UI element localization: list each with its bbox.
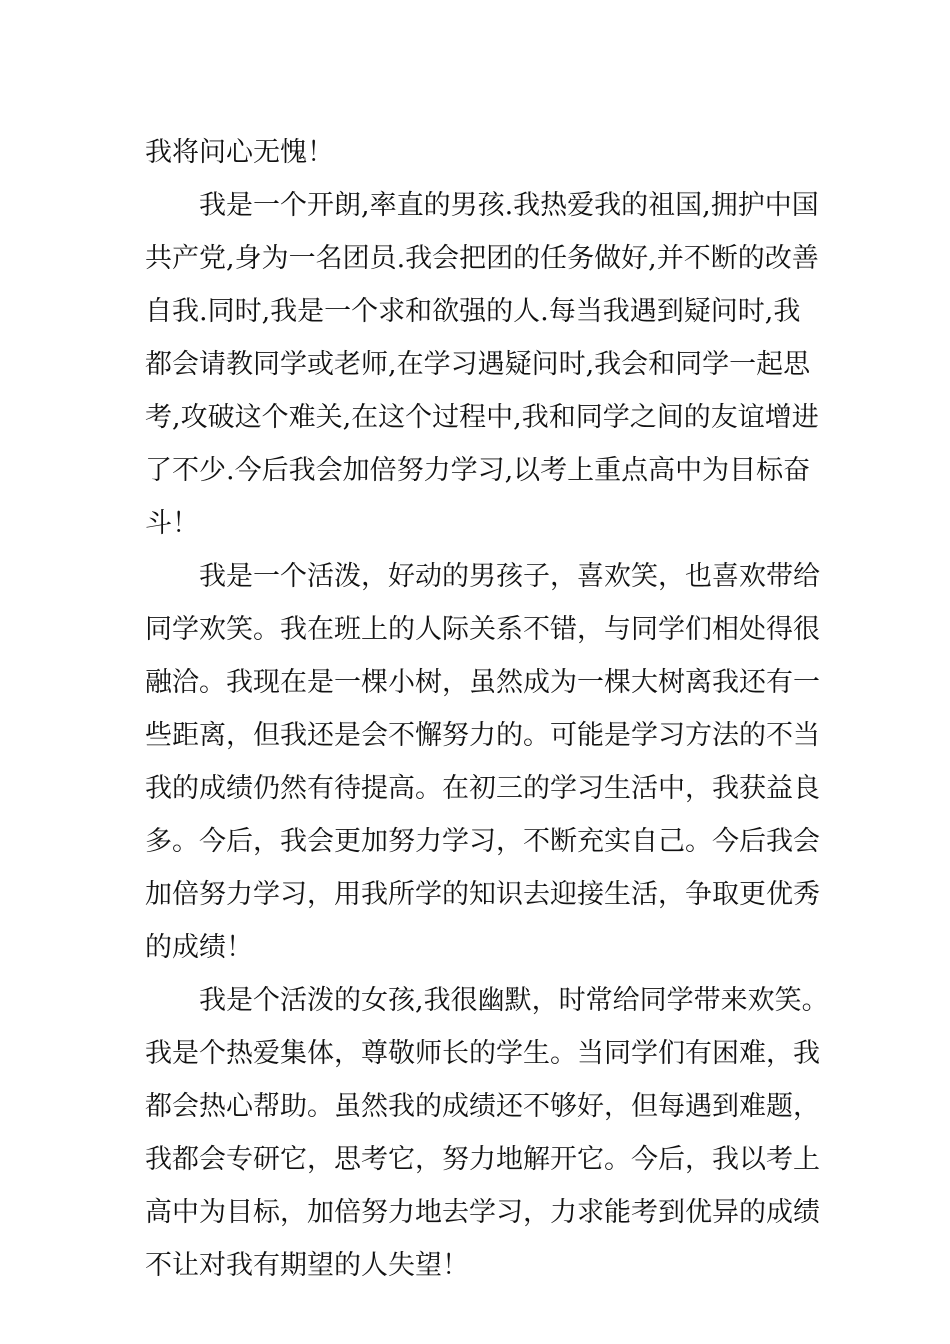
paragraph-line: 我是一个开朗,率直的男孩.我热爱我的祖国,拥护中国: [199, 190, 819, 221]
paragraph-line: 考,攻破这个难关,在这个过程中,我和同学之间的友谊增进: [145, 402, 819, 433]
document-body: [145, 126, 829, 1292]
paragraph-line: 我都会专研它，思考它，努力地解开它。今后，我以考上: [145, 1144, 820, 1175]
paragraph-line: 的成绩！: [145, 932, 253, 963]
paragraph-line: 些距离，但我还是会不懈努力的。可能是学习方法的不当: [145, 720, 820, 751]
paragraph-line: 我是个热爱集体，尊敬师长的学生。当同学们有困难，我: [145, 1038, 820, 1069]
paragraph-line: 多。今后，我会更加努力学习，不断充实自己。今后我会: [145, 826, 820, 857]
paragraph-line: 都会请教同学或老师,在学习遇疑问时,我会和同学一起思: [145, 349, 811, 380]
paragraph-line: 加倍努力学习，用我所学的知识去迎接生活，争取更优秀: [145, 879, 820, 910]
paragraph-line: 斗！: [145, 508, 199, 539]
paragraph-line: 我的成绩仍然有待提高。在初三的学习生活中，我获益良: [145, 773, 820, 804]
paragraph-line: 自我.同时,我是一个求和欲强的人.每当我遇到疑问时,我: [145, 296, 801, 327]
paragraph-line: 融洽。我现在是一棵小树，虽然成为一棵大树离我还有一: [145, 667, 820, 698]
paragraph-line: 同学欢笑。我在班上的人际关系不错，与同学们相处得很: [145, 614, 820, 645]
paragraph-line: 我是一个活泼，好动的男孩子，喜欢笑，也喜欢带给: [199, 561, 820, 592]
paragraph-line: 共产党,身为一名团员.我会把团的任务做好,并不断的改善: [145, 243, 819, 274]
paragraph-line: 都会热心帮助。虽然我的成绩还不够好，但每遇到难题，: [145, 1091, 820, 1122]
paragraph-line: 我将问心无愧！: [145, 137, 334, 168]
paragraph-line: 不让对我有期望的人失望！: [145, 1250, 469, 1281]
paragraph-line: 了不少.今后我会加倍努力学习,以考上重点高中为目标奋: [145, 455, 811, 486]
paragraph-line: 高中为目标，加倍努力地去学习，力求能考到优异的成绩: [145, 1197, 820, 1228]
paragraph-line: 我是个活泼的女孩,我很幽默，时常给同学带来欢笑。: [199, 985, 829, 1016]
